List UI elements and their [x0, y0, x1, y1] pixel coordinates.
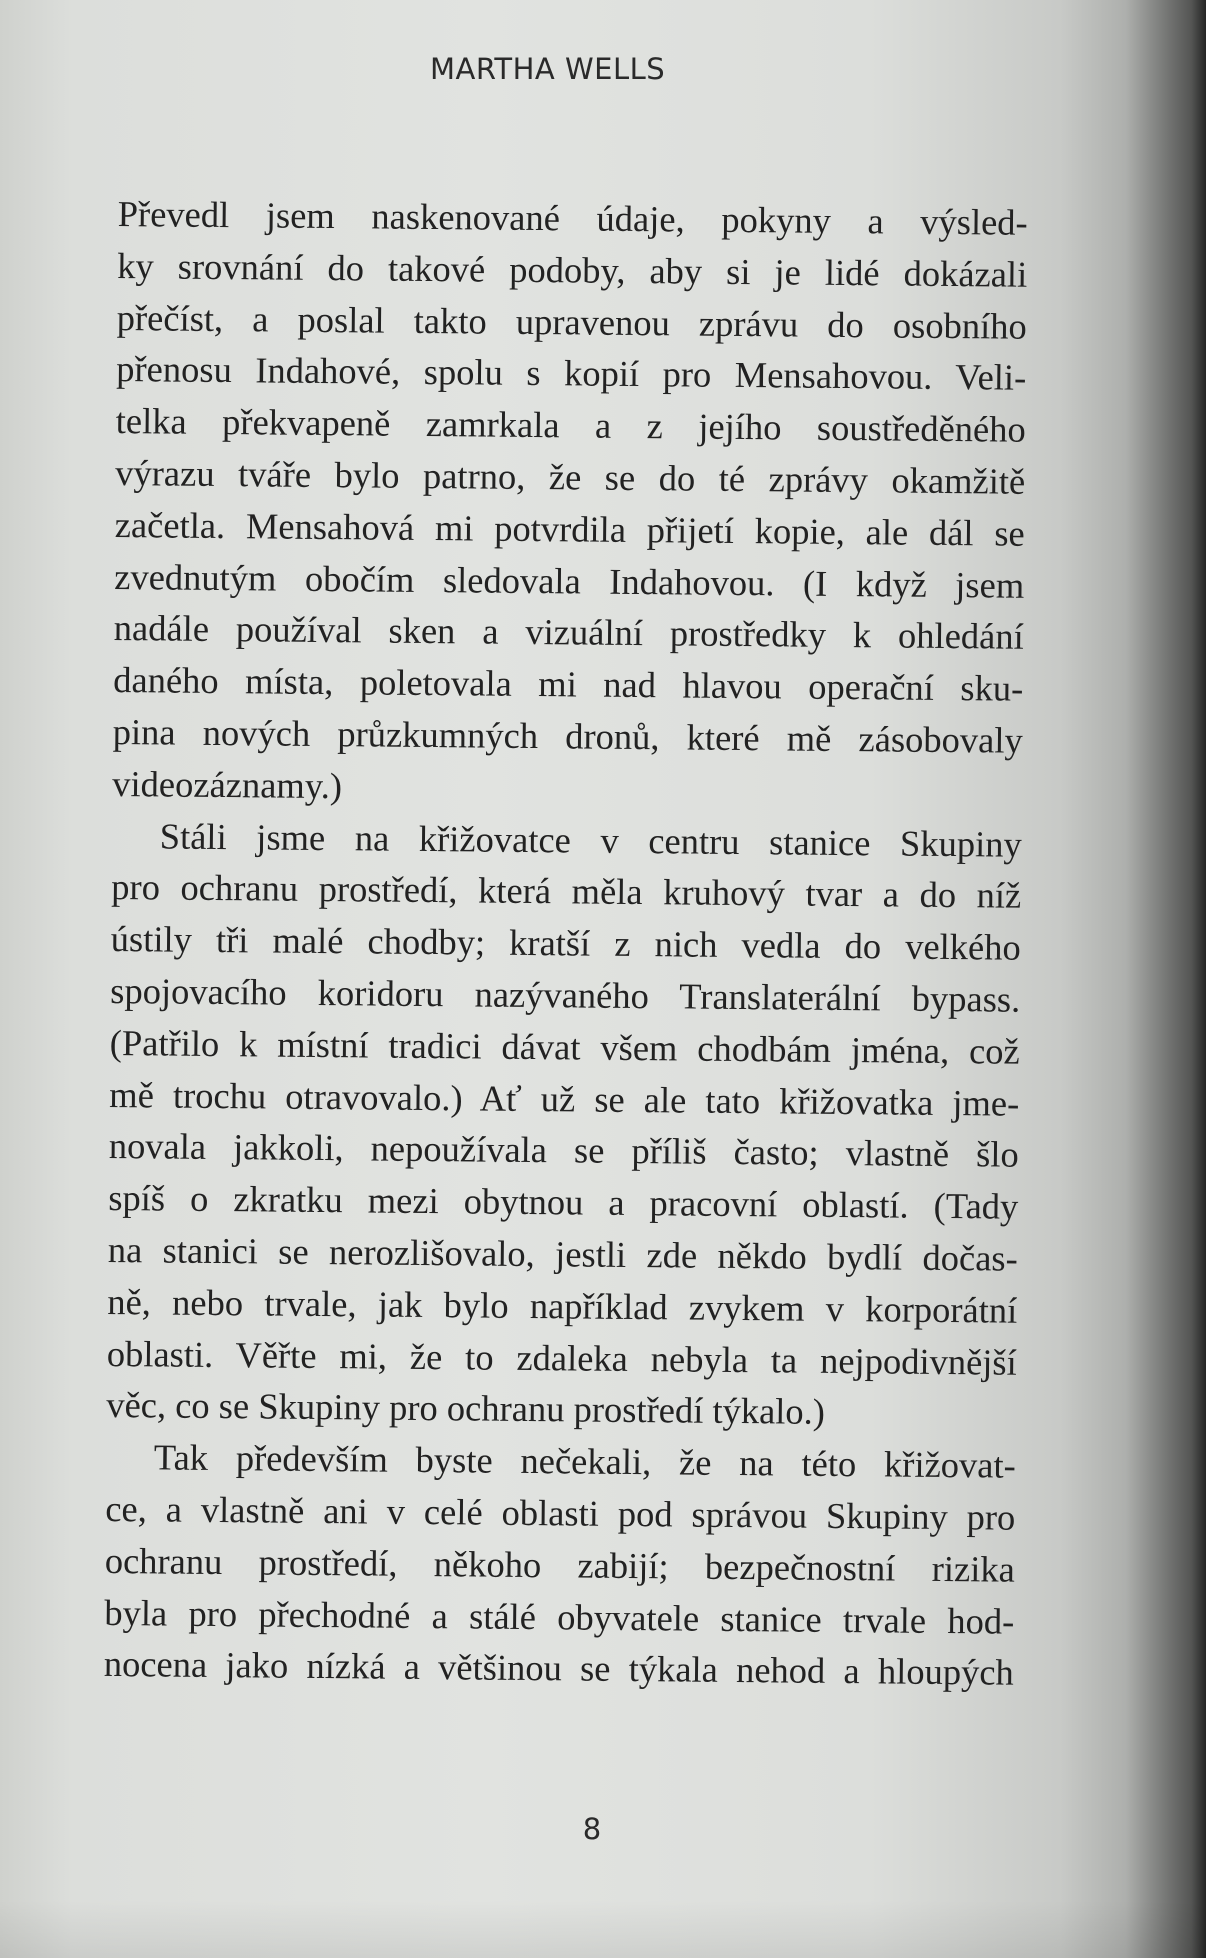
text-line: spíš o zkratku mezi obytnou a pracovní oblastí. (Tady	[108, 1177, 1019, 1227]
text-line: oblasti. Věřte mi, že to zdaleka nebyla ta nejpodivnější	[106, 1332, 1017, 1383]
text-line: spojovacího koridoru nazývaného Translaterální bypass.	[110, 969, 1021, 1020]
text-line: přečíst, a poslal takto upravenou zprávu do osobního	[116, 296, 1027, 347]
text-line: telka překvapeně zamrkala a z jejího soustředěného	[115, 400, 1026, 450]
text-line: výrazu tváře bylo patrno, že se do té zprávy okamžitě	[115, 451, 1026, 502]
text-line: nocena jako nízká a většinou se týkala nehod a hloupých	[103, 1643, 1014, 1693]
text-line: na stanici se nerozlišovalo, jestli zde někdo bydlí dočas-	[107, 1228, 1018, 1279]
text-line: novala jakkoli, nepoužívala se příliš často; vlastně šlo	[108, 1125, 1019, 1176]
text-line: ně, nebo trvale, jak bylo například zvykem v korporátní	[107, 1280, 1018, 1331]
text-line: videozáznamy.)	[112, 762, 343, 806]
text-line: Stáli jsme na křižovatce v centru stanice Skupiny	[159, 814, 1022, 865]
text-line: (Patřilo k místní tradici dávat všem chodbám jména, což	[109, 1021, 1020, 1072]
text-line: daného místa, poletovala mi nad hlavou operační sku-	[113, 659, 1024, 709]
text-line: začetla. Mensahová mi potvrdila přijetí kopie, ale dál se	[114, 503, 1025, 554]
text-line: pro ochranu prostředí, která měla kruhový tvar a do níž	[111, 866, 1022, 917]
text-line: ochranu prostředí, někoho zabijí; bezpečnostní rizika	[104, 1539, 1015, 1590]
text-line: nadále používal sken a vizuální prostředky k ohledání	[113, 607, 1024, 658]
body-text	[104, 188, 1028, 1699]
text-line: zvednutým obočím sledovala Indahovou. (I když jsem	[114, 555, 1025, 606]
text-line: ústily tři malé chodby; kratší z nich vedla do velkého	[110, 918, 1021, 968]
page-bottom-shadow	[0, 1900, 1206, 1958]
text-line: věc, co se Skupiny pro ochranu prostředí týkalo.)	[106, 1384, 826, 1433]
text-line: Tak především byste nečekali, že na této křižovat-	[153, 1436, 1016, 1486]
page-edge-shadow	[1060, 0, 1206, 1958]
text-line: ky srovnání do takové podoby, aby si je lidé dokázali	[117, 244, 1028, 295]
text-line: ce, a vlastně ani v celé oblasti pod správou Skupiny pro	[105, 1487, 1016, 1538]
page-number: 8	[582, 1812, 602, 1846]
text-line: Převedl jsem naskenované údaje, pokyny a výsled-	[117, 192, 1028, 243]
text-line: byla pro přechodné a stálé obyvatele stanice trvale hod-	[104, 1591, 1015, 1642]
running-head: MARTHA WELLS	[430, 52, 666, 86]
text-line: pina nových průzkumných dronů, které mě zásobovaly	[112, 710, 1023, 761]
text-line: přenosu Indahové, spolu s kopií pro Mensahovou. Veli-	[116, 348, 1027, 399]
text-line: mě trochu otravovalo.) Ať už se ale tato křižovatka jme-	[109, 1073, 1020, 1124]
